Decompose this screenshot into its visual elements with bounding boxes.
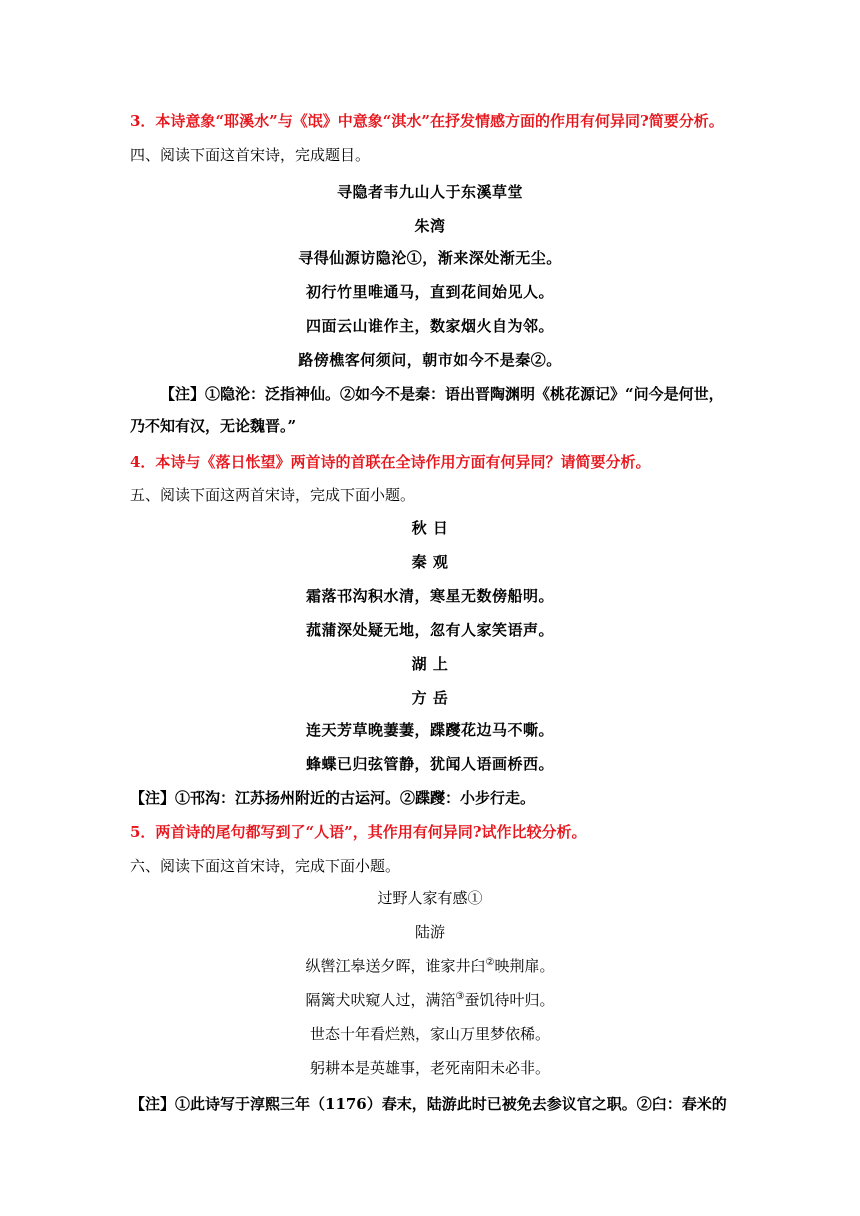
footnote-marker: ③ — [455, 991, 465, 1002]
poem-line: 四面云山谁作主，数家烟火自为邻。 — [305, 317, 554, 335]
poem-title: 秋 日 — [411, 519, 449, 537]
section-6-heading: 六、阅读下面这首宋诗，完成下面小题。 — [130, 857, 401, 875]
poem-title: 过野人家有感① — [377, 889, 483, 907]
poem-author: 陆游 — [414, 923, 445, 941]
poem-note: 【注】①隐沦：泛指神仙。②如今不是秦：语出晋陶渊明《桃花源记》“问今是何世， — [160, 385, 724, 403]
question-4: 4．本诗与《落日怅望》两首诗的首联在全诗作用方面有何异同？请简要分析。 — [130, 453, 651, 471]
poem-line: 菰蒲深处疑无地，忽有人家笑语声。 — [305, 621, 554, 639]
poem-line-text: 蚕饥待叶归。 — [464, 991, 555, 1009]
section-5-heading: 五、阅读下面这两首宋诗，完成下面小题。 — [130, 486, 416, 504]
poem-title: 寻隐者韦九山人于东溪草堂 — [336, 183, 523, 201]
poem-line: 寻得仙源访隐沦①，渐来深处渐无尘。 — [298, 249, 562, 267]
question-3: 3．本诗意象“耶溪水”与《氓》中意象“淇水”在抒发情感方面的作用有何异同?简要分析。 — [130, 112, 724, 130]
question-5: 5．两首诗的尾句都写到了“人语”，其作用有何异同?试作比较分析。 — [130, 823, 587, 841]
footnote-marker: ② — [485, 957, 495, 968]
poem-author: 朱湾 — [414, 217, 446, 235]
poem-line: 霜落邗沟积水清，寒星无数傍船明。 — [305, 587, 554, 605]
poem-title: 湖 上 — [411, 655, 449, 673]
section-4-heading: 四、阅读下面这首宋诗，完成题目。 — [130, 146, 371, 164]
poem-line: 连天芳草晚萋萋，蹀躞花边马不嘶。 — [305, 721, 554, 739]
poem-line: 初行竹里唯通马，直到花间始见人。 — [305, 283, 554, 301]
poem-line: 躬耕本是英雄事，老死南阳未必非。 — [309, 1059, 550, 1077]
poem-line-text: 隔篱犬吠窥人过，满箔 — [305, 991, 456, 1009]
poem-author: 秦 观 — [411, 553, 449, 571]
poem-line: 蜂蝶已归弦管静，犹闻人语画桥西。 — [305, 755, 554, 773]
poem-note: 【注】①邗沟：江苏扬州附近的古运河。②蹀躞：小步行走。 — [130, 789, 536, 807]
poem-line — [0, 956, 860, 976]
poem-author: 方 岳 — [411, 689, 449, 707]
poem-line — [0, 990, 860, 1010]
poem-line-text: 映荆扉。 — [494, 957, 555, 975]
poem-line-text: 纵辔江皋送夕晖，谁家井臼 — [305, 957, 486, 975]
poem-note: 【注】①此诗写于淳熙三年（1176）春末，陆游此时已被免去参议官之职。②臼：春米的 — [130, 1095, 727, 1113]
poem-line: 路傍樵客何须问，朝市如今不是秦②。 — [298, 351, 562, 369]
poem-note-continued: 乃不知有汉，无论魏晋。” — [130, 417, 297, 435]
poem-line: 世态十年看烂熟，家山万里梦依稀。 — [309, 1025, 550, 1043]
